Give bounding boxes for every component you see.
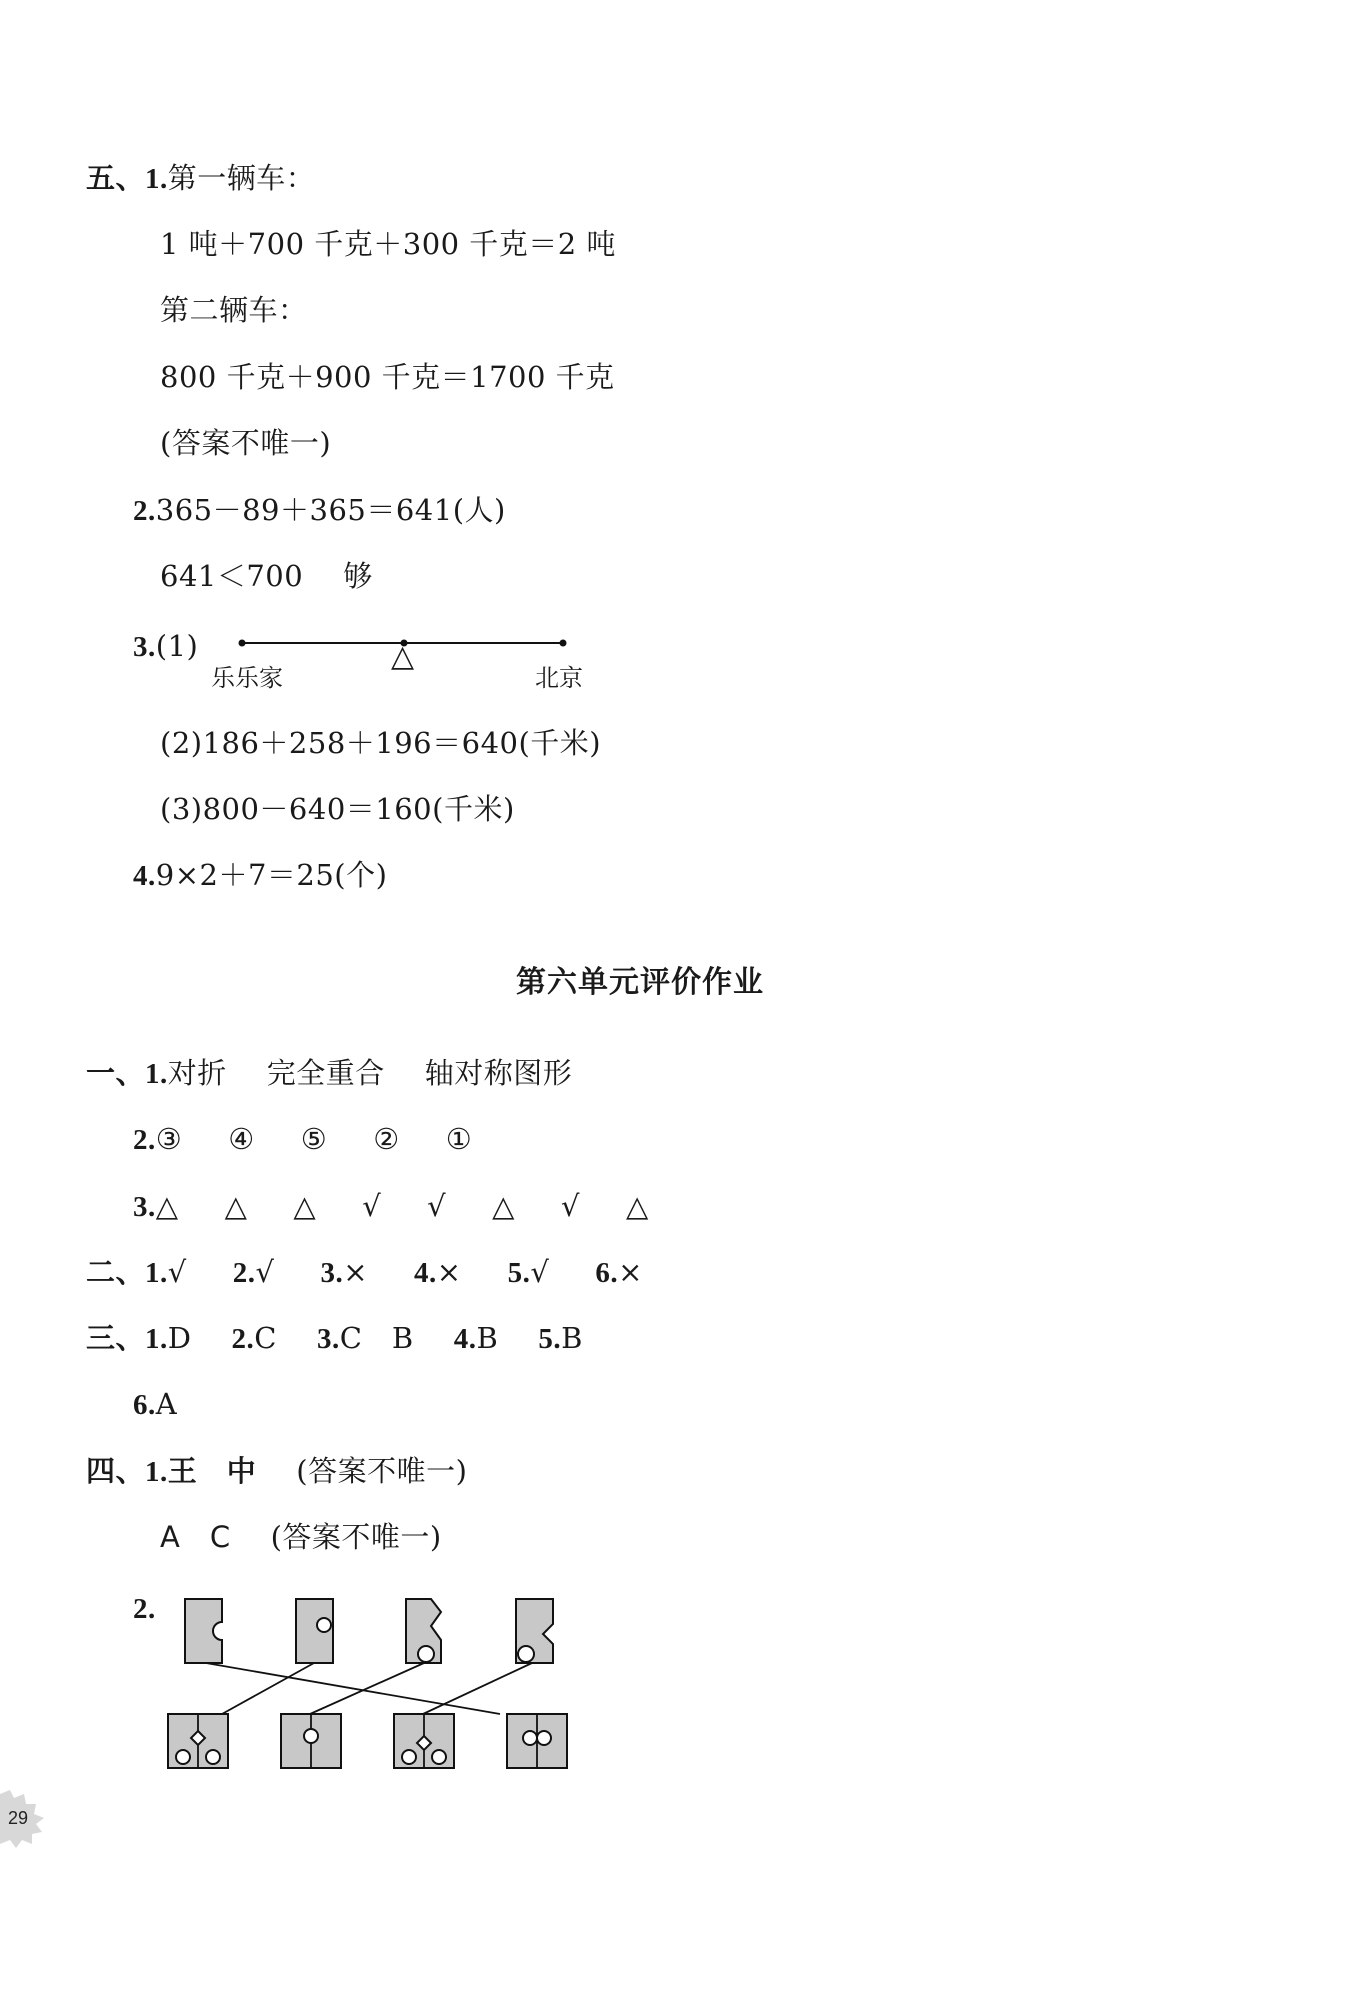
u6-1-3-answer: √ [362,1189,382,1223]
end-point [560,640,567,647]
u6-1-1-line [86,1055,572,1092]
q5-1-line-2: 800 千克＋900 千克＝1700 千克 [160,360,615,394]
q5-3-number: 3. [133,631,156,663]
unit-6-title: 第六单元评价作业 [516,965,764,1000]
u6-3-item-number: 1. [145,1323,168,1355]
u6-1-2-answer: ④ [228,1122,255,1156]
u6-2-item-number: 6. [595,1257,619,1289]
q5-2-conclusion: 够 [343,559,373,593]
q5-4-line [133,857,387,894]
u6-1-1-answer-c: 轴对称图形 [424,1056,573,1090]
u6-2-item-answer: × [618,1255,643,1289]
matching-bottom-row [168,1714,567,1768]
u6-3-line [86,1320,583,1357]
route-marker-triangle: △ [391,639,415,674]
q5-4-expression: 9×2＋7＝25(个) [155,858,388,892]
q5-4-number: 4. [133,860,156,892]
bottom-card-3-circle-right [432,1750,446,1764]
bottom-card-3-circle-left [402,1750,416,1764]
u6-3-item-number: 2. [231,1323,255,1355]
u6-2-item-answer: √ [167,1255,187,1289]
u6-4-1-answer-b: A C [160,1520,231,1554]
u6-3-prefix: 三、 [86,1323,146,1355]
u6-1-2-answer: ③ [155,1122,183,1156]
u6-1-3-answer: √ [560,1189,580,1223]
q5-2-number: 2. [133,495,156,527]
matching-top-row [185,1599,553,1663]
u6-1-1-answer-b: 完全重合 [266,1056,385,1090]
matching-lines [206,1663,532,1714]
top-card-4-circle [518,1646,534,1662]
top-card-3-circle [418,1646,434,1662]
u6-3-6-line [133,1386,177,1423]
bottom-card-4-circle-right [537,1731,551,1745]
u6-2-item-answer: √ [530,1255,550,1289]
u6-1-2-answer: ② [373,1122,400,1156]
q5-1-note: (答案不唯一) [160,426,332,460]
bottom-card-1-circle-right [206,1750,220,1764]
u6-2-item-number: 3. [320,1257,344,1289]
q5-3-part-3: (3)800－640＝160(千米) [160,792,515,826]
bottom-card-4-circle-left [523,1731,537,1745]
q5-2-compare: 641＜700 [160,559,304,593]
q5-3-part-1-label: (1) [155,629,199,663]
u6-4-1-line-2 [160,1519,442,1555]
u6-1-3-answer: △ [155,1189,179,1223]
u6-2-item-number: 1. [145,1257,168,1289]
u6-1-3-line [133,1188,649,1225]
u6-2-item-number: 2. [232,1257,256,1289]
u6-1-3-number: 3. [133,1191,156,1223]
u6-4-1-line-1 [86,1453,467,1490]
bottom-card-1-circle-left [176,1750,190,1764]
u6-3-item-number: 4. [453,1323,477,1355]
top-card-1 [185,1599,222,1663]
u6-2-item-number: 5. [507,1257,531,1289]
u6-1-1-number: 一、1. [86,1058,168,1090]
q5-1-first-truck-label: 第一辆车： [167,161,316,195]
u6-3-item-answer: D [167,1321,192,1355]
u6-3-item-answer: C [254,1321,277,1355]
q5-3-part-2: (2)186＋258＋196＝640(千米) [160,726,602,760]
u6-4-1-note-2: (答案不唯一) [270,1520,442,1554]
bottom-card-2-circle [304,1729,318,1743]
u6-1-3-answer: △ [625,1189,649,1223]
u6-1-2-answer: ① [445,1122,473,1156]
u6-3-item-number: 5. [538,1323,562,1355]
q5-1-second-truck-label: 第二辆车： [160,293,308,327]
u6-4-1-number: 四、1. [86,1456,168,1488]
u6-3-6-answer: A [155,1387,178,1421]
q5-1-number: 五、1. [86,163,168,195]
route-label-beijing: 北京 [535,664,583,692]
u6-4-1-answer-a: 王 中 [167,1454,257,1488]
u6-4-2-line [133,1590,156,1627]
u6-3-item-answer: B [476,1321,499,1355]
q5-1-line-1: 1 吨＋700 千克＋300 千克＝2 吨 [160,227,616,261]
u6-3-item-number: 3. [316,1323,340,1355]
u6-2-item-answer: × [343,1255,369,1289]
u6-3-item-answer: C B [339,1321,414,1355]
u6-1-3-answer: △ [293,1189,317,1223]
u6-3-6-number: 6. [133,1389,156,1421]
u6-1-2-line [133,1121,472,1158]
u6-1-3-answer: △ [224,1189,248,1223]
u6-1-1-answer-a: 对折 [167,1056,227,1090]
u6-2-item-answer: × [436,1255,462,1289]
u6-2-item-answer: √ [255,1255,275,1289]
start-point [239,640,246,647]
u6-1-2-number: 2. [133,1124,156,1156]
route-label-home: 乐乐家 [211,664,283,692]
u6-1-3-answer: △ [492,1189,515,1223]
u6-2-prefix: 二、 [86,1257,146,1289]
u6-3-item-answer: B [561,1321,583,1355]
q5-2-expression: 365－89＋365＝641(人) [155,493,506,527]
u6-4-1-note: (答案不唯一) [296,1454,468,1488]
top-card-2-circle [317,1618,331,1632]
u6-4-2-number: 2. [133,1593,156,1625]
u6-1-2-answer: ⑤ [300,1122,328,1156]
page-number: 29 [8,1808,29,1828]
u6-2-line [86,1254,643,1291]
u6-1-3-answer: √ [427,1189,447,1223]
u6-2-item-number: 4. [414,1257,437,1289]
